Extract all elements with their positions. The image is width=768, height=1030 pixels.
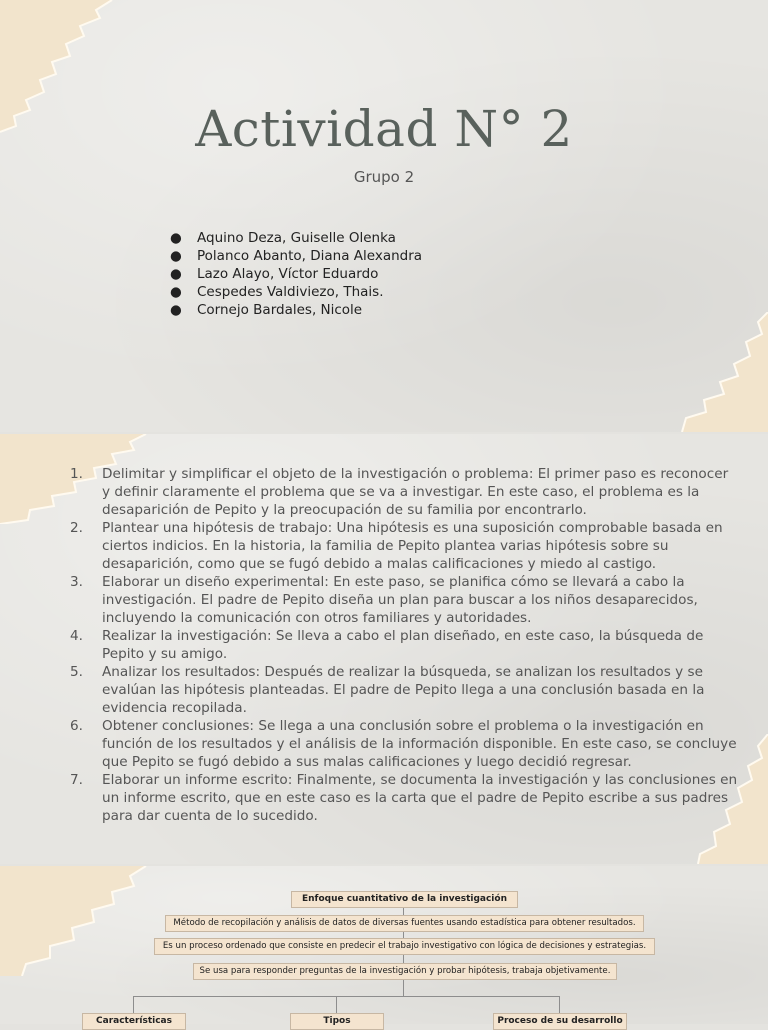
- step-number: 5.: [70, 664, 83, 680]
- list-item: [70, 771, 740, 825]
- connector-line: [559, 996, 560, 1013]
- concept-map-heading: Enfoque cuantitativo de la investigación: [291, 891, 518, 908]
- step-text: Obtener conclusiones: Se llega a una conclusión sobre el problema o la investigación en función de los resultados y el análisis de la información disponible. En este caso, se concluye que Pepito se fugó debido a sus malas calificaciones y luego decidió regresar.: [102, 718, 737, 770]
- torn-paper-bottom-right: [658, 312, 768, 432]
- step-text: Realizar la investigación: Se lleva a cabo el plan diseñado, en este caso, la búsqueda de Pepito y su amigo.: [102, 628, 704, 662]
- step-number: 1.: [70, 466, 83, 482]
- member-name: Cespedes Valdiviezo, Thais.: [197, 284, 384, 300]
- branch-process: Proceso de su desarrollo: [493, 1013, 627, 1030]
- branch-characteristics: Características: [82, 1013, 186, 1030]
- title-slide: [0, 0, 768, 432]
- bullet-icon: ●: [170, 284, 182, 300]
- step-number: 7.: [70, 772, 83, 788]
- connector-line: [133, 996, 134, 1013]
- list-item: [170, 283, 422, 301]
- slide-subtitle: Grupo 2: [353, 168, 415, 186]
- definition-box: Es un proceso ordenado que consiste en predecir el trabajo investigativo con lógica de decisiones y estrategias.: [154, 938, 655, 955]
- list-item: [170, 301, 422, 319]
- step-number: 6.: [70, 718, 83, 734]
- step-number: 2.: [70, 520, 83, 536]
- bullet-icon: ●: [170, 266, 182, 282]
- step-text: Elaborar un informe escrito: Finalmente, se documenta la investigación y las conclusiones en un informe escrito, que en este caso es la carta que el padre de Pepito escribe a sus padres para dar cuenta de lo sucedido.: [102, 772, 738, 824]
- list-item: [170, 229, 422, 247]
- list-item: [70, 663, 740, 717]
- list-item: [170, 247, 422, 265]
- member-name: Polanco Abanto, Diana Alexandra: [197, 248, 423, 264]
- bullet-icon: ●: [170, 248, 182, 264]
- step-text: Delimitar y simplificar el objeto de la investigación o problema: El primer paso es reconocer y definir claramente el problema que se va a investigar. En este caso, el problema es la desaparición de Pepito y la preocupación de su familia por encontrarlo.: [102, 466, 729, 518]
- bullet-icon: ●: [170, 230, 182, 246]
- member-name: Lazo Alayo, Víctor Eduardo: [197, 266, 379, 282]
- list-item: [70, 627, 740, 663]
- step-number: 4.: [70, 628, 83, 644]
- branch-types: Tipos: [290, 1013, 384, 1030]
- step-text: Elaborar un diseño experimental: En este paso, se planifica cómo se llevará a cabo la investigación. El padre de Pepito diseña un plan para buscar a los niños desaparecidos, incluyendo la comunicación con otros familiares y autoridades.: [102, 574, 698, 626]
- list-item: [70, 573, 740, 627]
- list-item: [70, 519, 740, 573]
- step-text: Plantear una hipótesis de trabajo: Una hipótesis es una suposición comprobable basada en ciertos indicios. En la historia, la familia de Pepito plantea varias hipótesis sobre su desaparición, como que se fugó debido a malas calificaciones y miedo al castigo.: [102, 520, 723, 572]
- member-name: Aquino Deza, Guiselle Olenka: [197, 230, 396, 246]
- list-item: [170, 265, 422, 283]
- member-list: [170, 229, 422, 319]
- definition-box: Se usa para responder preguntas de la investigación y probar hipótesis, trabaja objetivamente.: [193, 963, 617, 980]
- list-item: [70, 717, 740, 771]
- slide-title: Actividad N° 2: [195, 100, 573, 158]
- torn-paper-top-left: [0, 866, 150, 976]
- connector-line: [133, 996, 560, 997]
- connector-line: [336, 996, 337, 1013]
- bullet-icon: ●: [170, 302, 182, 318]
- member-name: Cornejo Bardales, Nicole: [197, 302, 363, 318]
- step-number: 3.: [70, 574, 83, 590]
- list-item: [70, 465, 740, 519]
- method-steps-list: [70, 465, 740, 825]
- definition-box: Método de recopilación y análisis de datos de diversas fuentes usando estadística para obtener resultados.: [165, 915, 644, 932]
- step-text: Analizar los resultados: Después de realizar la búsqueda, se analizan los resultados y se evalúan las hipótesis planteadas. El padre de Pepito llega a una conclusión basada en la evidencia recopilada.: [102, 664, 705, 716]
